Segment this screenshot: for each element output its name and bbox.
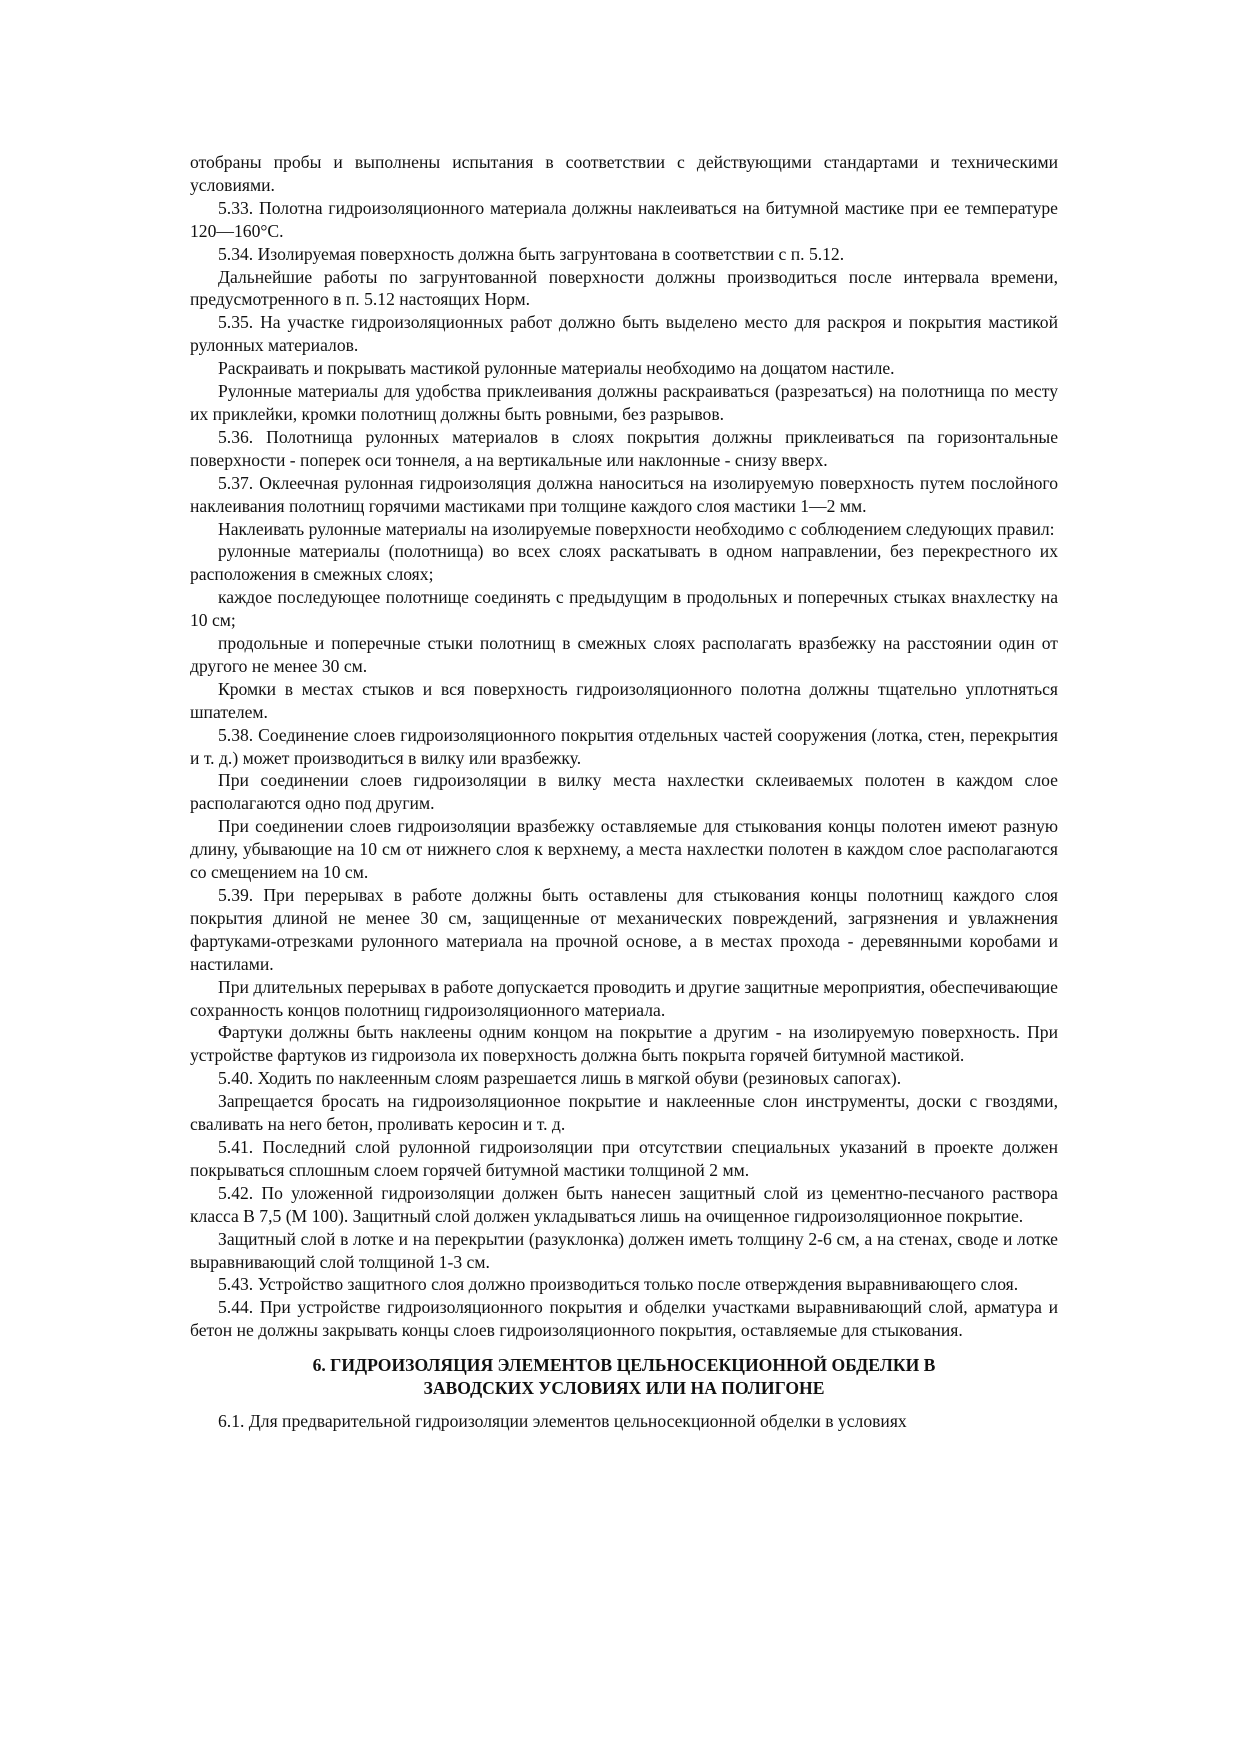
section-heading-line-2: ЗАВОДСКИХ УСЛОВИЯХ ИЛИ НА ПОЛИГОНЕ xyxy=(423,1378,825,1399)
paragraph-5-38: 5.38. Соединение слоев гидроизоляционного покрытия отдельных частей сооружения (лотка, стен, перекрытия и т. д.) может производиться в вилку или вразбежку. xyxy=(190,724,1058,768)
paragraph: При соединении слоев гидроизоляции в вилку места нахлестки склеиваемых полотен в каждом слое располагаются одно под другим. xyxy=(190,770,1058,814)
paragraph-5-37: 5.37. Оклеечная рулонная гидроизоляция должна наноситься на изолируемую поверхность путем послойного наклеивания полотнищ горячими мастиками при толщине каждого слоя мастики 1—2 мм. xyxy=(190,472,1058,516)
paragraph-5-40: 5.40. Ходить по наклеенным слоям разрешается лишь в мягкой обуви (резиновых сапогах). xyxy=(218,1068,902,1089)
paragraph-6-1: 6.1. Для предварительной гидроизоляции элементов цельносекционной обделки в условиях xyxy=(218,1410,907,1431)
paragraph: отобраны пробы и выполнены испытания в соответствии с действующими стандартами и техническими условиями. xyxy=(190,152,1058,195)
section-heading xyxy=(190,1354,1058,1400)
paragraph: При соединении слоев гидроизоляции вразбежку оставляемые для стыкования концы полотен имеют разную длину, убывающие на 10 см от нижнего слоя к верхнему, а места нахлестки полотен в каждом слое располагаются со смещением на 10 см. xyxy=(190,816,1058,883)
paragraph-5-39: 5.39. При перерывах в работе должны быть оставлены для стыкования концы полотнищ каждого слоя покрытия длиной не менее 30 см, защищенные от механических повреждений, загрязнения и увлажнения фартуками-отрезками рулонного материала на прочной основе, а в местах прохода - деревянными коробами и настилами. xyxy=(190,885,1058,974)
section-heading-line-1: 6. ГИДРОИЗОЛЯЦИЯ ЭЛЕМЕНТОВ ЦЕЛЬНОСЕКЦИОННОЙ ОБДЕЛКИ В xyxy=(312,1355,936,1376)
paragraph: Фартуки должны быть наклеены одним концом на покрытие а другим - на изолируемую поверхность. При устройстве фартуков из гидроизола их поверхность должна быть покрыта горячей битумной мастикой. xyxy=(190,1022,1058,1066)
paragraph-5-43: 5.43. Устройство защитного слоя должно производиться только после отверждения выравнивающего слоя. xyxy=(218,1274,1019,1295)
paragraph-5-33: 5.33. Полотна гидроизоляционного материала должны наклеиваться на битумной мастике при ее температуре 120—160°С. xyxy=(190,197,1058,241)
paragraph-5-41: 5.41. Последний слой рулонной гидроизоляции при отсутствии специальных указаний в проекте должен покрываться сплошным слоем горячей битумной мастики толщиной 2 мм. xyxy=(190,1136,1058,1180)
paragraph: Защитный слой в лотке и на перекрытии (разуклонка) должен иметь толщину 2-6 см, а на стенах, своде и лотке выравнивающий слой толщиной 1-3 см. xyxy=(190,1228,1058,1272)
paragraph-5-42: 5.42. По уложенной гидроизоляции должен быть нанесен защитный слой из цементно-песчаного раствора класса В 7,5 (М 100). Защитный слой должен укладываться лишь на очищенное гидроизоляционное покрытие. xyxy=(190,1182,1058,1226)
paragraph: При длительных перерывах в работе допускается проводить и другие защитные мероприятия, обеспечивающие сохранность концов полотнищ гидроизоляционного материала. xyxy=(190,976,1058,1020)
paragraph-5-34: 5.34. Изолируемая поверхность должна быть загрунтована в соответствии с п. 5.12. xyxy=(218,243,845,264)
paragraph-5-44: 5.44. При устройстве гидроизоляционного покрытия и обделки участками выравнивающий слой, арматура и бетон не должны закрывать концы слоев гидроизоляционного покрытия, оставляемые для стыкования. xyxy=(190,1297,1058,1341)
paragraph-5-35: 5.35. На участке гидроизоляционных работ должно быть выделено место для раскроя и покрытия мастикой рулонных материалов. xyxy=(190,312,1058,356)
paragraph: Раскраивать и покрывать мастикой рулонные материалы необходимо на дощатом настиле. xyxy=(218,358,895,379)
list-item: продольные и поперечные стыки полотнищ в смежных слоях располагать вразбежку на расстоянии один от другого не менее 30 см. xyxy=(190,633,1058,676)
list-item: рулонные материалы (полотнища) во всех слоях раскатывать в одном направлении, без перекрестного их расположения в смежных слоях; xyxy=(190,541,1058,585)
paragraph-5-36: 5.36. Полотнища рулонных материалов в слоях покрытия должны приклеиваться па горизонтальные поверхности - поперек оси тоннеля, а на вертикальные или наклонные - снизу вверх. xyxy=(190,426,1058,470)
document-page xyxy=(190,151,1058,1433)
paragraph: Кромки в местах стыков и вся поверхность гидроизоляционного полотна должны тщательно уплотняться шпателем. xyxy=(190,678,1058,722)
paragraph: Дальнейшие работы по загрунтованной поверхности должны производиться после интервала времени, предусмотренного в п. 5.12 настоящих Норм. xyxy=(190,266,1058,310)
paragraph: Запрещается бросать на гидроизоляционное покрытие и наклеенные слон инструменты, доски с гвоздями, сваливать на него бетон, проливать керосин и т. д. xyxy=(190,1091,1058,1135)
paragraph: Наклеивать рулонные материалы на изолируемые поверхности необходимо с соблюдением следующих правил: xyxy=(218,518,1055,539)
list-item: каждое последующее полотнище соединять с предыдущим в продольных и поперечных стыках внахлестку на 10 см; xyxy=(190,587,1058,631)
paragraph: Рулонные материалы для удобства приклеивания должны раскраиваться (разрезаться) на полотнища по месту их приклейки, кромки полотнищ должны быть ровными, без разрывов. xyxy=(190,381,1058,424)
